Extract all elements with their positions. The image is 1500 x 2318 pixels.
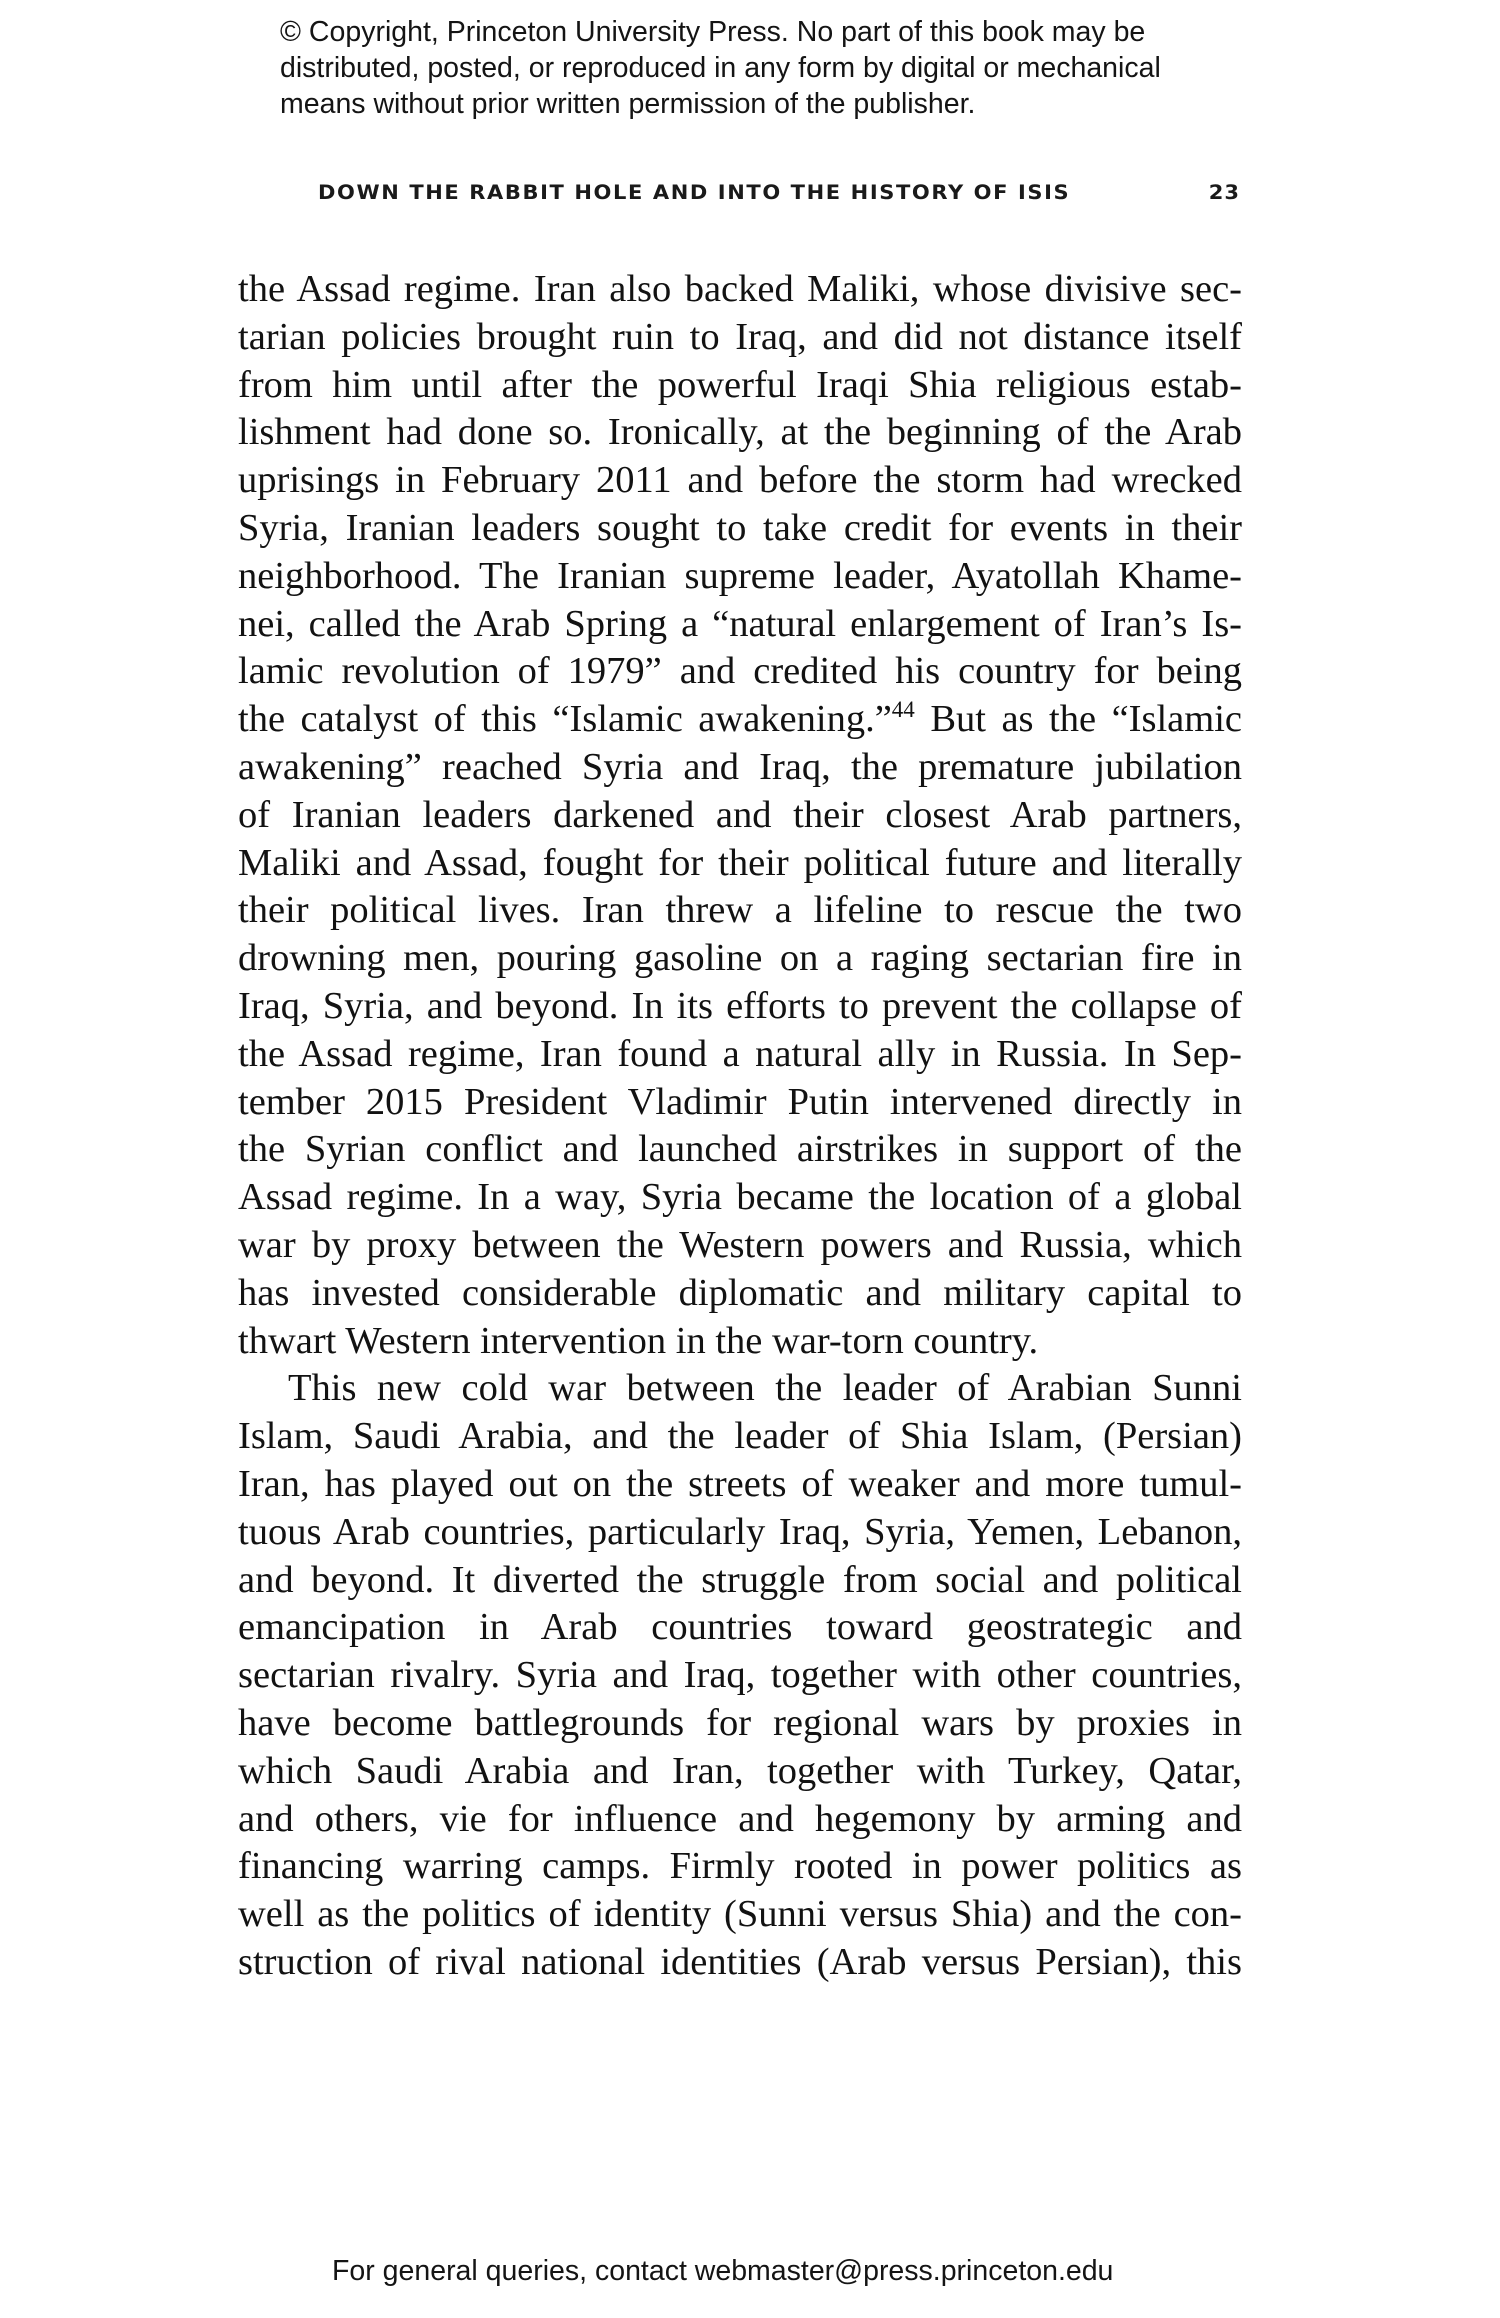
text-line: uprisings in February 2011 and before the storm had wrecked	[238, 459, 1242, 502]
text-line: This new cold war between the leader of Arabian Sunni	[288, 1367, 1242, 1410]
text-line: drowning men, pouring gasoline on a raging sectarian fire in	[238, 937, 1242, 980]
text-line: nei, called the Arab Spring a “natural enlargement of Iran’s Is-	[238, 602, 1242, 645]
text-segment: the catalyst of this “Islamic awakening.”	[238, 698, 892, 741]
text-line: their political lives. Iran threw a lifeline to rescue the two	[238, 889, 1242, 932]
text-line: the Assad regime, Iran found a natural ally in Russia. In Sep-	[238, 1032, 1242, 1075]
text-line: have become battlegrounds for regional wars by proxies in	[238, 1701, 1242, 1744]
paragraph	[238, 266, 1242, 1365]
text-line: which Saudi Arabia and Iran, together with Turkey, Qatar,	[238, 1749, 1242, 1792]
text-line: and beyond. It diverted the struggle from social and political	[238, 1558, 1242, 1601]
running-head	[318, 181, 1240, 210]
text-line: lamic revolution of 1979” and credited his country for being	[238, 650, 1242, 693]
text-line: lishment had done so. Ironically, at the beginning of the Arab	[238, 411, 1242, 454]
text-line: Syria, Iranian leaders sought to take credit for events in their	[238, 506, 1242, 549]
copyright-line: distributed, posted, or reproduced in any form by digital or mechanical	[280, 52, 1161, 84]
page-number: 23	[1208, 180, 1240, 204]
text-line: from him until after the powerful Iraqi Shia religious estab-	[238, 363, 1242, 406]
text-line: Maliki and Assad, fought for their political future and literally	[238, 841, 1242, 884]
text-line: well as the politics of identity (Sunni versus Shia) and the con-	[238, 1893, 1242, 1936]
text-line: awakening” reached Syria and Iraq, the premature jubilation	[238, 745, 1242, 788]
body-text	[238, 266, 1242, 1987]
text-line: struction of rival national identities (Arab versus Persian), this	[238, 1940, 1242, 1983]
text-line: war by proxy between the Western powers and Russia, which	[238, 1223, 1242, 1266]
text-line: thwart Western intervention in the war-torn country.	[238, 1319, 1039, 1362]
text-line: neighborhood. The Iranian supreme leader, Ayatollah Khame-	[238, 554, 1242, 597]
copyright-line: means without prior written permission of the publisher.	[280, 88, 976, 120]
text-line: the Syrian conflict and launched airstrikes in support of the	[238, 1128, 1242, 1171]
text-line: Assad regime. In a way, Syria became the location of a global	[238, 1176, 1242, 1219]
text-line: has invested considerable diplomatic and military capital to	[238, 1271, 1242, 1314]
text-line: of Iranian leaders darkened and their closest Arab partners,	[238, 793, 1242, 836]
text-line: emancipation in Arab countries toward geostrategic and	[238, 1606, 1242, 1649]
copyright-notice	[280, 14, 1240, 122]
text-line: Iran, has played out on the streets of weaker and more tumul-	[238, 1462, 1242, 1505]
copyright-line: © Copyright, Princeton University Press. No part of this book may be	[280, 16, 1146, 48]
footer-contact: For general queries, contact webmaster@press.princeton.edu	[332, 2255, 1114, 2287]
text-line: tuous Arab countries, particularly Iraq, Syria, Yemen, Lebanon,	[238, 1510, 1242, 1553]
text-line: and others, vie for influence and hegemony by arming and	[238, 1797, 1242, 1840]
text-line: tarian policies brought ruin to Iraq, and did not distance itself	[238, 315, 1242, 358]
chapter-title: DOWN THE RABBIT HOLE AND INTO THE HISTORY OF ISIS	[318, 180, 1071, 204]
paragraph	[238, 1365, 1242, 1986]
text-line: financing warring camps. Firmly rooted in power politics as	[238, 1845, 1242, 1888]
text-line: Islam, Saudi Arabia, and the leader of Shia Islam, (Persian)	[238, 1415, 1242, 1458]
text-line: the Assad regime. Iran also backed Maliki, whose divisive sec-	[238, 268, 1242, 310]
text-line: tember 2015 President Vladimir Putin intervened directly in	[238, 1080, 1242, 1123]
text-line: sectarian rivalry. Syria and Iraq, together with other countries,	[238, 1654, 1242, 1697]
text-segment: But as the “Islamic	[914, 698, 1243, 741]
text-line: Iraq, Syria, and beyond. In its efforts to prevent the collapse of	[238, 984, 1242, 1027]
text-line-with-footnote	[238, 696, 1242, 744]
footnote-reference[interactable]: 44	[891, 697, 915, 723]
